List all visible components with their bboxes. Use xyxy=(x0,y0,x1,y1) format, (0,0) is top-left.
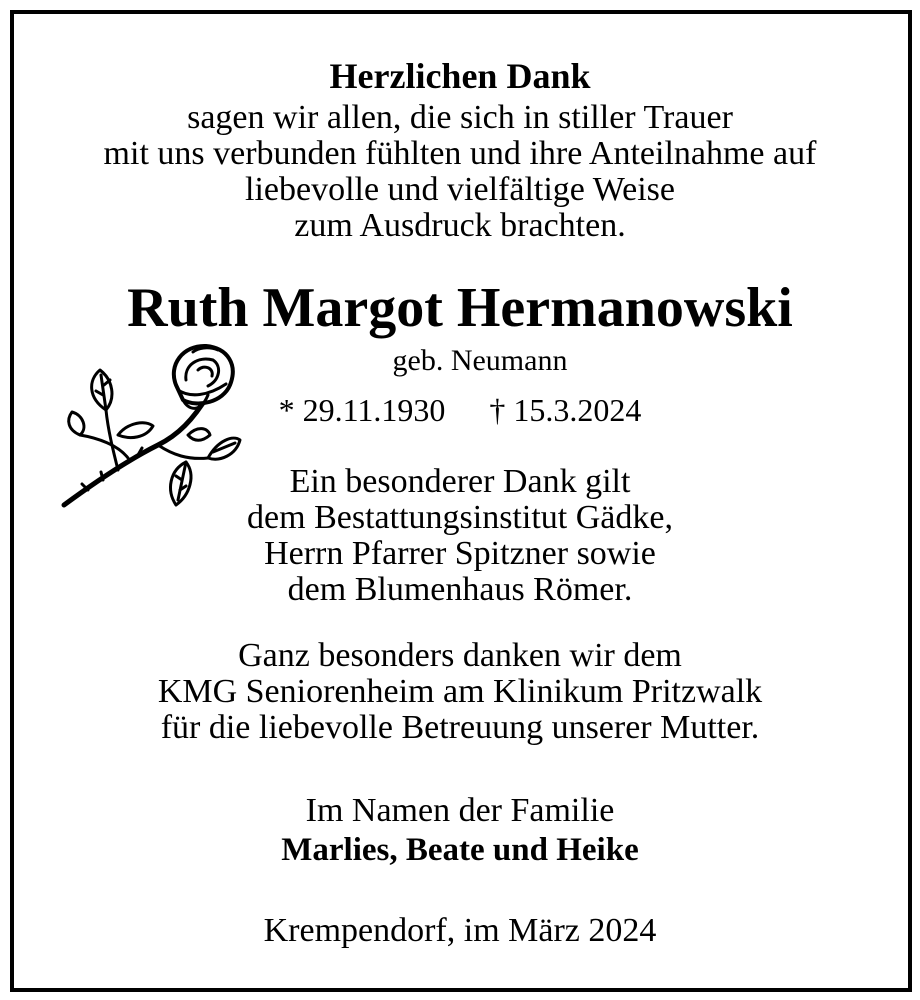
special-thanks-line: dem Bestattungsinstitut Gädke, xyxy=(247,499,673,536)
care-thanks-line: KMG Seniorenheim am Klinikum Pritzwalk xyxy=(157,673,763,710)
place-date: Krempendorf, im März 2024 xyxy=(263,912,657,949)
care-thanks xyxy=(0,638,920,746)
intro-line: mit uns verbunden fühlten und ihre Anteilnahme auf xyxy=(103,135,817,172)
care-thanks-line: für die liebevolle Betreuung unserer Mutter. xyxy=(160,709,760,746)
death-date: † 15.3.2024 xyxy=(489,392,642,428)
deceased-name: Ruth Margot Hermanowski xyxy=(127,277,793,339)
family-names: Marlies, Beate und Heike xyxy=(281,832,639,868)
intro-line: zum Ausdruck brachten. xyxy=(294,207,626,244)
life-dates xyxy=(160,394,760,426)
intro-text xyxy=(0,100,920,244)
intro-line: sagen wir allen, die sich in stiller Trauer xyxy=(187,99,733,136)
special-thanks xyxy=(0,464,920,608)
family-intro: Im Namen der Familie xyxy=(305,792,615,829)
heading: Herzlichen Dank xyxy=(329,56,591,96)
special-thanks-line: dem Blumenhaus Römer. xyxy=(287,571,633,608)
special-thanks-line: Herrn Pfarrer Spitzner sowie xyxy=(264,535,656,572)
intro-line: liebevolle und vielfältige Weise xyxy=(245,171,675,208)
care-thanks-line: Ganz besonders danken wir dem xyxy=(238,637,682,674)
special-thanks-line: Ein besonderer Dank gilt xyxy=(289,463,631,500)
maiden-name: geb. Neumann xyxy=(392,344,568,377)
birth-date: * 29.11.1930 xyxy=(278,392,446,428)
